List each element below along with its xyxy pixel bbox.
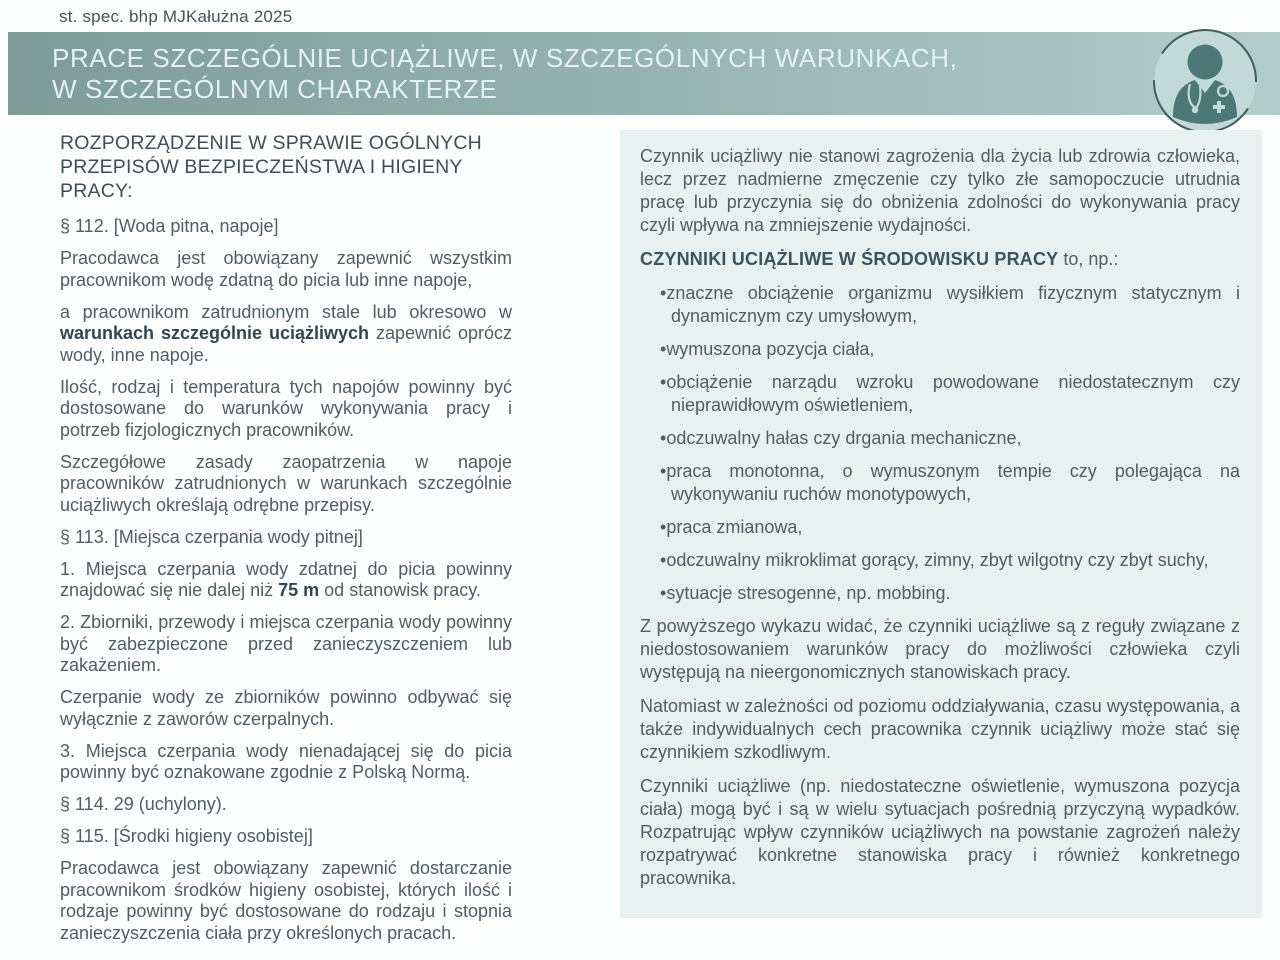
paragraph-113-1-pre: 1. Miejsca czerpania wody zdatnej do picia powinny znajdować się nie dalej niż [60,558,512,600]
paragraph-115-1: Pracodawca jest obowiązany zapewnić dostarczanie pracownikom środków higieny osobistej, których ilość i rodzaje powinny być dostosowane do rodzaju i stopnia zanieczyszczenia ciała przy określonych pracach. [60,858,512,943]
paragraph-113-1-post: od stanowisk pracy. [319,580,481,600]
page-title-line-1: PRACE SZCZEGÓLNIE UCIĄŻLIWE, W SZCZEGÓLNYCH WARUNKACH, [52,42,958,73]
paragraph-112-2 [60,302,512,367]
paragraph-112-1: Pracodawca jest obowiązany zapewnić wszystkim pracownikom wodę zdatną do picia lub inne napoje, [60,248,512,290]
list-item: • odczuwalny mikroklimat gorący, zimny, zbyt wilgotny czy zbyt suchy, [660,549,1240,572]
panel-heading-rest: to, np.: [1058,249,1119,269]
bold-emphasis: 75 m [278,580,320,600]
paragraph-112-4: Szczegółowe zasady zaopatrzenia w napoje pracowników zatrudnionych w warunkach szczególnie uciążliwych określają odrębne przepisy. [60,451,512,515]
paragraph-113-4: 3. Miejsca czerpania wody nienadającej się do picia powinny być oznakowane zgodnie z Polską Normą. [60,740,512,782]
paragraph-112-2-post: zapewnić oprócz wody, inne napoje. [60,323,512,365]
list-item: • praca monotonna, o wymuszonym tempie czy polegająca na wykonywaniu ruchów monotypowych, [660,460,1240,506]
panel-outro-paragraph-1: Z powyższego wykazu widać, że czynniki uciążliwe są z reguły związane z niedostosowaniem warunków pracy do możliwości człowieka czyli występują na nieergonomicznych stanowiskach pracy. [640,616,1240,682]
info-panel [620,130,1262,918]
regulation-heading-line-1: ROZPORZĄDZENIE W SPRAWIE OGÓLNYCH [60,132,482,154]
section-113-label: § 113. [Miejsca czerpania wody pitnej] [60,526,363,547]
regulation-heading-line-2: PRZEPISÓW BEZPIECZEŃSTWA I HIGIENY PRACY: [60,156,463,202]
factors-list [660,282,1240,605]
left-column [60,131,512,955]
list-item: • praca zmianowa, [660,516,1240,539]
paragraph-112-2-pre: a pracownikom zatrudnionym stale lub okresowo w [60,301,512,322]
regulation-heading [60,131,512,203]
panel-outro-paragraph-3: Czynniki uciążliwe (np. niedostateczne oświetlenie, wymuszona pozycja ciała) mogą być i są w wielu sytuacjach pośrednią przyczyną wypadków. Rozpatrując wpływ czynników uciążliwych na powstanie zagrożeń należy rozpatrywać konkretne stanowiska pracy i również konkretnego pracownika. [640,776,1240,888]
page-title [52,43,957,105]
panel-outro-paragraph-2: Natomiast w zależności od poziomu oddziaływania, czasu występowania, a także indywidualnych cech pracownika czynnik uciążliwy może stać się czynnikiem szkodliwym. [640,696,1240,762]
panel-heading-bold: CZYNNIKI UCIĄŻLIWE W ŚRODOWISKU PRACY [640,249,1059,269]
section-114-label: § 114. 29 (uchylony). [60,794,227,814]
panel-intro-paragraph: Czynnik uciążliwy nie stanowi zagrożenia dla życia lub zdrowia człowieka, lecz przez nadmierne zmęczenie czy tylko złe samopoczucie utrudnia pracę lub przyczynia się do obniżenia zdolności do wykonywania pracy czyli wpływa na zmniejszenie wydajności. [640,146,1240,235]
list-item: • obciążenie narządu wzroku powodowane niedostatecznym czy nieprawidłowym oświetleniem, [660,371,1240,417]
header-bar [8,32,1280,115]
list-item: • znaczne obciążenie organizmu wysiłkiem fizycznym statycznym i dynamicznym czy umysłowym, [660,282,1240,328]
list-item: • wymuszona pozycja ciała, [660,338,1240,361]
panel-heading [640,248,1240,271]
paragraph-113-3: Czerpanie wody ze zbiorników powinno odbywać się wyłącznie z zaworów czerpalnych. [60,687,512,729]
section-112-label: § 112. [Woda pitna, napoje] [60,216,279,236]
paragraph-112-3: Ilość, rodzaj i temperatura tych napojów powinny być dostosowane do warunków wykonywania pracy i potrzeb fizjologicznych pracowników. [60,376,512,440]
page-title-line-2: W SZCZEGÓLNYM CHARAKTERZE [52,73,498,104]
list-item: • odczuwalny hałas czy drgania mechaniczne, [660,427,1240,450]
author-credit: st. spec. bhp MJKałużna 2025 [59,7,293,26]
paragraph-113-2: 2. Zbiorniki, przewody i miejsca czerpania wody powinny być zabezpieczone przed zanieczyszczeniem lub zakażeniem. [60,612,512,675]
section-115-label: § 115. [Środki higieny osobistej] [60,826,313,846]
list-item: • sytuacje stresogenne, np. mobbing. [660,582,1240,605]
bold-emphasis: warunkach szczególnie uciążliwych [60,323,370,343]
paragraph-113-1 [60,559,512,602]
doctor-icon [1151,25,1259,137]
doctor-icon-svg [1151,25,1259,137]
